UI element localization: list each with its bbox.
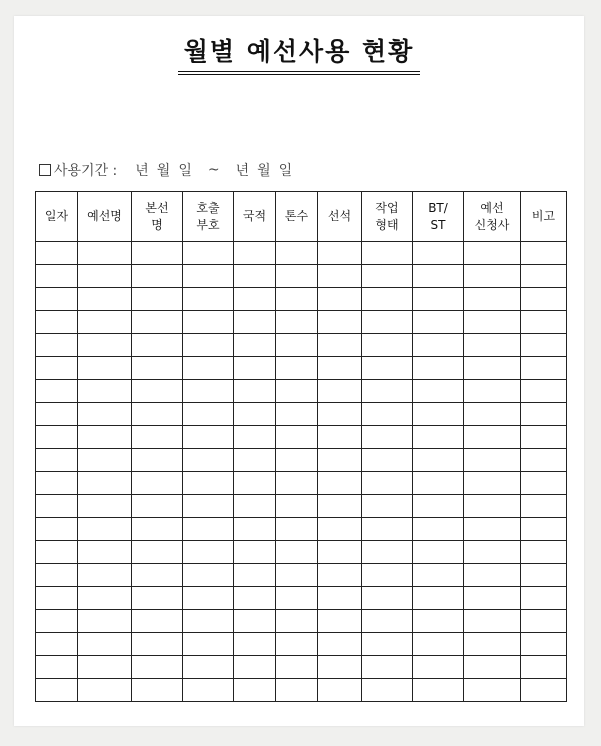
table-cell[interactable] bbox=[183, 449, 234, 472]
table-cell[interactable] bbox=[36, 633, 78, 656]
period-separator: ~ bbox=[207, 162, 220, 178]
table-cell[interactable] bbox=[36, 564, 78, 587]
table-cell[interactable] bbox=[521, 495, 567, 518]
table-cell[interactable] bbox=[362, 334, 413, 357]
column-header-text: 신청사 bbox=[474, 217, 510, 232]
table-cell[interactable] bbox=[132, 633, 183, 656]
table-cell[interactable] bbox=[276, 380, 318, 403]
table-cell[interactable] bbox=[234, 449, 276, 472]
table-cell[interactable] bbox=[183, 334, 234, 357]
table-cell[interactable] bbox=[276, 633, 318, 656]
column-header-text: 예선 bbox=[480, 200, 504, 215]
table-cell[interactable] bbox=[318, 288, 362, 311]
table-cell[interactable] bbox=[318, 679, 362, 702]
table-cell[interactable] bbox=[362, 472, 413, 495]
table-cell[interactable] bbox=[362, 518, 413, 541]
table-cell[interactable] bbox=[413, 265, 464, 288]
end-year-label: 년 bbox=[235, 163, 250, 179]
table-cell[interactable] bbox=[276, 495, 318, 518]
table-cell[interactable] bbox=[521, 288, 567, 311]
table-cell[interactable] bbox=[36, 495, 78, 518]
usage-period-line bbox=[39, 160, 292, 180]
table-cell[interactable] bbox=[78, 587, 132, 610]
table-cell[interactable] bbox=[318, 518, 362, 541]
table-cell[interactable] bbox=[521, 403, 567, 426]
table-cell[interactable] bbox=[234, 403, 276, 426]
table-cell[interactable] bbox=[464, 426, 521, 449]
table-cell[interactable] bbox=[36, 541, 78, 564]
table-cell[interactable] bbox=[132, 449, 183, 472]
table-cell[interactable] bbox=[234, 541, 276, 564]
table-cell[interactable] bbox=[413, 564, 464, 587]
table-cell[interactable] bbox=[521, 334, 567, 357]
table-cell[interactable] bbox=[521, 656, 567, 679]
table-cell[interactable] bbox=[132, 265, 183, 288]
table-cell[interactable] bbox=[362, 357, 413, 380]
table-cell[interactable] bbox=[276, 656, 318, 679]
table-cell[interactable] bbox=[183, 472, 234, 495]
table-cell[interactable] bbox=[36, 518, 78, 541]
table-cell[interactable] bbox=[362, 265, 413, 288]
table-cell[interactable] bbox=[78, 288, 132, 311]
column-header bbox=[78, 192, 132, 242]
table-cell[interactable] bbox=[183, 587, 234, 610]
table-cell[interactable] bbox=[362, 587, 413, 610]
table-cell[interactable] bbox=[521, 564, 567, 587]
column-header bbox=[362, 192, 413, 242]
table-row bbox=[36, 403, 567, 426]
table-cell[interactable] bbox=[318, 334, 362, 357]
table-cell[interactable] bbox=[413, 380, 464, 403]
table-cell[interactable] bbox=[413, 679, 464, 702]
table-cell[interactable] bbox=[521, 426, 567, 449]
table-cell[interactable] bbox=[234, 242, 276, 265]
table-cell[interactable] bbox=[276, 334, 318, 357]
table-cell[interactable] bbox=[132, 495, 183, 518]
table-row bbox=[36, 380, 567, 403]
table-cell[interactable] bbox=[464, 265, 521, 288]
table-cell[interactable] bbox=[183, 633, 234, 656]
column-header-text: 작업 bbox=[375, 200, 399, 215]
period-label: 사용기간 : bbox=[54, 163, 118, 179]
table-cell[interactable] bbox=[183, 357, 234, 380]
table-cell[interactable] bbox=[413, 357, 464, 380]
table-cell[interactable] bbox=[362, 633, 413, 656]
table-cell[interactable] bbox=[464, 403, 521, 426]
table-cell[interactable] bbox=[234, 633, 276, 656]
table-row bbox=[36, 334, 567, 357]
table-cell[interactable] bbox=[464, 288, 521, 311]
tug-usage-table bbox=[35, 191, 567, 702]
table-cell[interactable] bbox=[521, 541, 567, 564]
table-cell[interactable] bbox=[234, 587, 276, 610]
table-row bbox=[36, 679, 567, 702]
end-month-label: 월 bbox=[257, 163, 271, 179]
table-row bbox=[36, 587, 567, 610]
table-cell[interactable] bbox=[132, 587, 183, 610]
table-cell[interactable] bbox=[36, 288, 78, 311]
table-cell[interactable] bbox=[276, 587, 318, 610]
table-cell[interactable] bbox=[318, 380, 362, 403]
column-header bbox=[464, 192, 521, 242]
table-cell[interactable] bbox=[413, 288, 464, 311]
table-cell[interactable] bbox=[362, 656, 413, 679]
table-cell[interactable] bbox=[132, 403, 183, 426]
table-cell[interactable] bbox=[362, 288, 413, 311]
table-row bbox=[36, 311, 567, 334]
table-cell[interactable] bbox=[413, 518, 464, 541]
table-cell[interactable] bbox=[521, 380, 567, 403]
table-cell[interactable] bbox=[464, 311, 521, 334]
table-cell[interactable] bbox=[276, 541, 318, 564]
table-cell[interactable] bbox=[464, 357, 521, 380]
document-page bbox=[14, 16, 584, 726]
table-cell[interactable] bbox=[413, 403, 464, 426]
table-cell[interactable] bbox=[183, 518, 234, 541]
table-cell[interactable] bbox=[78, 242, 132, 265]
table-cell[interactable] bbox=[132, 679, 183, 702]
table-cell[interactable] bbox=[362, 541, 413, 564]
table-cell[interactable] bbox=[234, 472, 276, 495]
column-header bbox=[276, 192, 318, 242]
table-cell[interactable] bbox=[464, 633, 521, 656]
table-row bbox=[36, 426, 567, 449]
table-cell[interactable] bbox=[36, 472, 78, 495]
table-cell[interactable] bbox=[464, 610, 521, 633]
table-cell[interactable] bbox=[183, 288, 234, 311]
table-row bbox=[36, 472, 567, 495]
table-cell[interactable] bbox=[521, 472, 567, 495]
table-cell[interactable] bbox=[36, 449, 78, 472]
table-cell[interactable] bbox=[318, 311, 362, 334]
table-cell[interactable] bbox=[234, 564, 276, 587]
table-cell[interactable] bbox=[132, 334, 183, 357]
table-cell[interactable] bbox=[78, 449, 132, 472]
table-cell[interactable] bbox=[78, 610, 132, 633]
table-cell[interactable] bbox=[318, 242, 362, 265]
table-cell[interactable] bbox=[234, 334, 276, 357]
table-cell[interactable] bbox=[234, 380, 276, 403]
column-header-text: 선석 bbox=[327, 209, 352, 223]
table-cell[interactable] bbox=[521, 311, 567, 334]
table-cell[interactable] bbox=[318, 265, 362, 288]
table-cell[interactable] bbox=[276, 357, 318, 380]
table-cell[interactable] bbox=[36, 357, 78, 380]
table-cell[interactable] bbox=[318, 426, 362, 449]
table-cell[interactable] bbox=[234, 518, 276, 541]
table-cell[interactable] bbox=[362, 495, 413, 518]
table-cell[interactable] bbox=[276, 679, 318, 702]
end-day-label: 일 bbox=[278, 163, 293, 179]
column-header bbox=[132, 192, 183, 242]
column-header-text: ST bbox=[430, 217, 446, 232]
table-cell[interactable] bbox=[413, 334, 464, 357]
column-header bbox=[318, 192, 362, 242]
table-cell[interactable] bbox=[132, 541, 183, 564]
table-cell[interactable] bbox=[521, 633, 567, 656]
start-month-label: 월 bbox=[156, 163, 171, 179]
table-cell[interactable] bbox=[362, 610, 413, 633]
table-cell[interactable] bbox=[276, 518, 318, 541]
table-cell[interactable] bbox=[132, 288, 183, 311]
title-area bbox=[14, 36, 584, 75]
table-cell[interactable] bbox=[413, 541, 464, 564]
table-cell[interactable] bbox=[183, 541, 234, 564]
table-cell[interactable] bbox=[464, 564, 521, 587]
table-cell[interactable] bbox=[36, 334, 78, 357]
start-year-label: 년 bbox=[135, 163, 149, 179]
table-cell[interactable] bbox=[183, 311, 234, 334]
column-header-text: 일자 bbox=[44, 209, 69, 223]
table-cell[interactable] bbox=[464, 587, 521, 610]
table-cell[interactable] bbox=[276, 610, 318, 633]
table-cell[interactable] bbox=[78, 541, 132, 564]
table-cell[interactable] bbox=[78, 656, 132, 679]
table-cell[interactable] bbox=[464, 380, 521, 403]
table-cell[interactable] bbox=[362, 679, 413, 702]
table-cell[interactable] bbox=[276, 426, 318, 449]
column-header-text: 톤수 bbox=[284, 209, 309, 223]
document-title: 월별 예선사용 현황 bbox=[178, 36, 421, 75]
table-cell[interactable] bbox=[234, 311, 276, 334]
table-cell[interactable] bbox=[78, 518, 132, 541]
table-cell[interactable] bbox=[464, 518, 521, 541]
table-row bbox=[36, 610, 567, 633]
table-cell[interactable] bbox=[521, 265, 567, 288]
table-cell[interactable] bbox=[183, 679, 234, 702]
table-cell[interactable] bbox=[521, 587, 567, 610]
column-header bbox=[36, 192, 78, 242]
column-header-text: 명 bbox=[151, 217, 163, 232]
table-cell[interactable] bbox=[276, 311, 318, 334]
table-cell[interactable] bbox=[413, 449, 464, 472]
column-header bbox=[234, 192, 276, 242]
table-cell[interactable] bbox=[234, 656, 276, 679]
table-cell[interactable] bbox=[132, 518, 183, 541]
table-cell[interactable] bbox=[234, 357, 276, 380]
table-cell[interactable] bbox=[318, 633, 362, 656]
table-cell[interactable] bbox=[132, 357, 183, 380]
table-cell[interactable] bbox=[183, 403, 234, 426]
table-row bbox=[36, 449, 567, 472]
table-cell[interactable] bbox=[521, 518, 567, 541]
table-header-row bbox=[36, 192, 567, 242]
table-row bbox=[36, 633, 567, 656]
start-day-label: 일 bbox=[178, 163, 192, 179]
table-cell[interactable] bbox=[413, 472, 464, 495]
table-cell[interactable] bbox=[183, 495, 234, 518]
table-cell[interactable] bbox=[521, 610, 567, 633]
column-header-text: 부호 bbox=[196, 217, 220, 232]
table-cell[interactable] bbox=[78, 357, 132, 380]
table-cell[interactable] bbox=[464, 472, 521, 495]
table-cell[interactable] bbox=[362, 380, 413, 403]
table-cell[interactable] bbox=[276, 288, 318, 311]
checkbox-icon[interactable] bbox=[39, 164, 51, 176]
table-cell[interactable] bbox=[521, 449, 567, 472]
table-cell[interactable] bbox=[132, 656, 183, 679]
table-cell[interactable] bbox=[132, 610, 183, 633]
table-cell[interactable] bbox=[78, 679, 132, 702]
table-cell[interactable] bbox=[362, 311, 413, 334]
table-cell[interactable] bbox=[36, 656, 78, 679]
column-header-text: 예선명 bbox=[87, 209, 122, 223]
table-cell[interactable] bbox=[318, 495, 362, 518]
table-cell[interactable] bbox=[464, 242, 521, 265]
table-cell[interactable] bbox=[132, 380, 183, 403]
column-header bbox=[521, 192, 567, 242]
table-cell[interactable] bbox=[36, 679, 78, 702]
table-row bbox=[36, 518, 567, 541]
table-cell[interactable] bbox=[36, 426, 78, 449]
table-cell[interactable] bbox=[318, 357, 362, 380]
table-row bbox=[36, 541, 567, 564]
table-cell[interactable] bbox=[521, 679, 567, 702]
table-cell[interactable] bbox=[464, 334, 521, 357]
table-cell[interactable] bbox=[36, 242, 78, 265]
table-cell[interactable] bbox=[318, 403, 362, 426]
table-row bbox=[36, 656, 567, 679]
table-cell[interactable] bbox=[318, 656, 362, 679]
table-cell[interactable] bbox=[362, 242, 413, 265]
table-cell[interactable] bbox=[78, 311, 132, 334]
table-cell[interactable] bbox=[132, 311, 183, 334]
table-cell[interactable] bbox=[362, 564, 413, 587]
table-cell[interactable] bbox=[183, 242, 234, 265]
table-cell[interactable] bbox=[36, 610, 78, 633]
table-cell[interactable] bbox=[234, 495, 276, 518]
table-cell[interactable] bbox=[413, 587, 464, 610]
table-cell[interactable] bbox=[276, 403, 318, 426]
table-cell[interactable] bbox=[132, 242, 183, 265]
column-header-text: 형태 bbox=[375, 217, 399, 232]
table-cell[interactable] bbox=[464, 449, 521, 472]
table-cell[interactable] bbox=[464, 656, 521, 679]
table-cell[interactable] bbox=[36, 587, 78, 610]
table-row bbox=[36, 495, 567, 518]
table-cell[interactable] bbox=[276, 242, 318, 265]
table-cell[interactable] bbox=[132, 564, 183, 587]
table-cell[interactable] bbox=[36, 265, 78, 288]
column-header-text: 본선 bbox=[145, 200, 169, 215]
table-cell[interactable] bbox=[318, 449, 362, 472]
table-cell[interactable] bbox=[183, 426, 234, 449]
table-cell[interactable] bbox=[413, 426, 464, 449]
table-row bbox=[36, 357, 567, 380]
table-cell[interactable] bbox=[362, 403, 413, 426]
column-header bbox=[413, 192, 464, 242]
table-cell[interactable] bbox=[234, 610, 276, 633]
table-cell[interactable] bbox=[413, 610, 464, 633]
table-cell[interactable] bbox=[362, 426, 413, 449]
table-cell[interactable] bbox=[183, 610, 234, 633]
table-cell[interactable] bbox=[78, 426, 132, 449]
table-cell[interactable] bbox=[362, 449, 413, 472]
table-cell[interactable] bbox=[183, 265, 234, 288]
table-cell[interactable] bbox=[464, 679, 521, 702]
table-cell[interactable] bbox=[413, 242, 464, 265]
table-cell[interactable] bbox=[318, 541, 362, 564]
table-cell[interactable] bbox=[78, 380, 132, 403]
table-cell[interactable] bbox=[413, 656, 464, 679]
table-cell[interactable] bbox=[234, 265, 276, 288]
table-cell[interactable] bbox=[276, 564, 318, 587]
table-row bbox=[36, 564, 567, 587]
table-cell[interactable] bbox=[276, 449, 318, 472]
column-header-text: 호출 bbox=[196, 200, 220, 215]
table-cell[interactable] bbox=[78, 495, 132, 518]
table-cell[interactable] bbox=[36, 403, 78, 426]
table-cell[interactable] bbox=[78, 472, 132, 495]
table-cell[interactable] bbox=[36, 380, 78, 403]
table-cell[interactable] bbox=[276, 265, 318, 288]
table-cell[interactable] bbox=[183, 564, 234, 587]
table-row bbox=[36, 242, 567, 265]
column-header bbox=[183, 192, 234, 242]
column-header-text: 비고 bbox=[531, 209, 556, 223]
table-cell[interactable] bbox=[183, 656, 234, 679]
table-cell[interactable] bbox=[464, 495, 521, 518]
table-cell[interactable] bbox=[234, 426, 276, 449]
table-cell[interactable] bbox=[78, 265, 132, 288]
table-row bbox=[36, 288, 567, 311]
table-cell[interactable] bbox=[234, 679, 276, 702]
column-header-text: BT/ bbox=[428, 200, 448, 215]
table-cell[interactable] bbox=[318, 564, 362, 587]
table-cell[interactable] bbox=[78, 633, 132, 656]
table-cell[interactable] bbox=[78, 403, 132, 426]
table-cell[interactable] bbox=[276, 472, 318, 495]
table-cell[interactable] bbox=[318, 610, 362, 633]
table-cell[interactable] bbox=[78, 334, 132, 357]
table-cell[interactable] bbox=[521, 357, 567, 380]
table-cell[interactable] bbox=[318, 472, 362, 495]
table-cell[interactable] bbox=[318, 587, 362, 610]
column-header-text: 국적 bbox=[242, 209, 267, 223]
table-cell[interactable] bbox=[36, 311, 78, 334]
table-cell[interactable] bbox=[464, 541, 521, 564]
table-row bbox=[36, 265, 567, 288]
table-cell[interactable] bbox=[413, 633, 464, 656]
table-cell[interactable] bbox=[413, 495, 464, 518]
table-cell[interactable] bbox=[234, 288, 276, 311]
table-cell[interactable] bbox=[132, 426, 183, 449]
table-cell[interactable] bbox=[78, 564, 132, 587]
table-cell[interactable] bbox=[521, 242, 567, 265]
table-cell[interactable] bbox=[132, 472, 183, 495]
table-cell[interactable] bbox=[413, 311, 464, 334]
table-cell[interactable] bbox=[183, 380, 234, 403]
